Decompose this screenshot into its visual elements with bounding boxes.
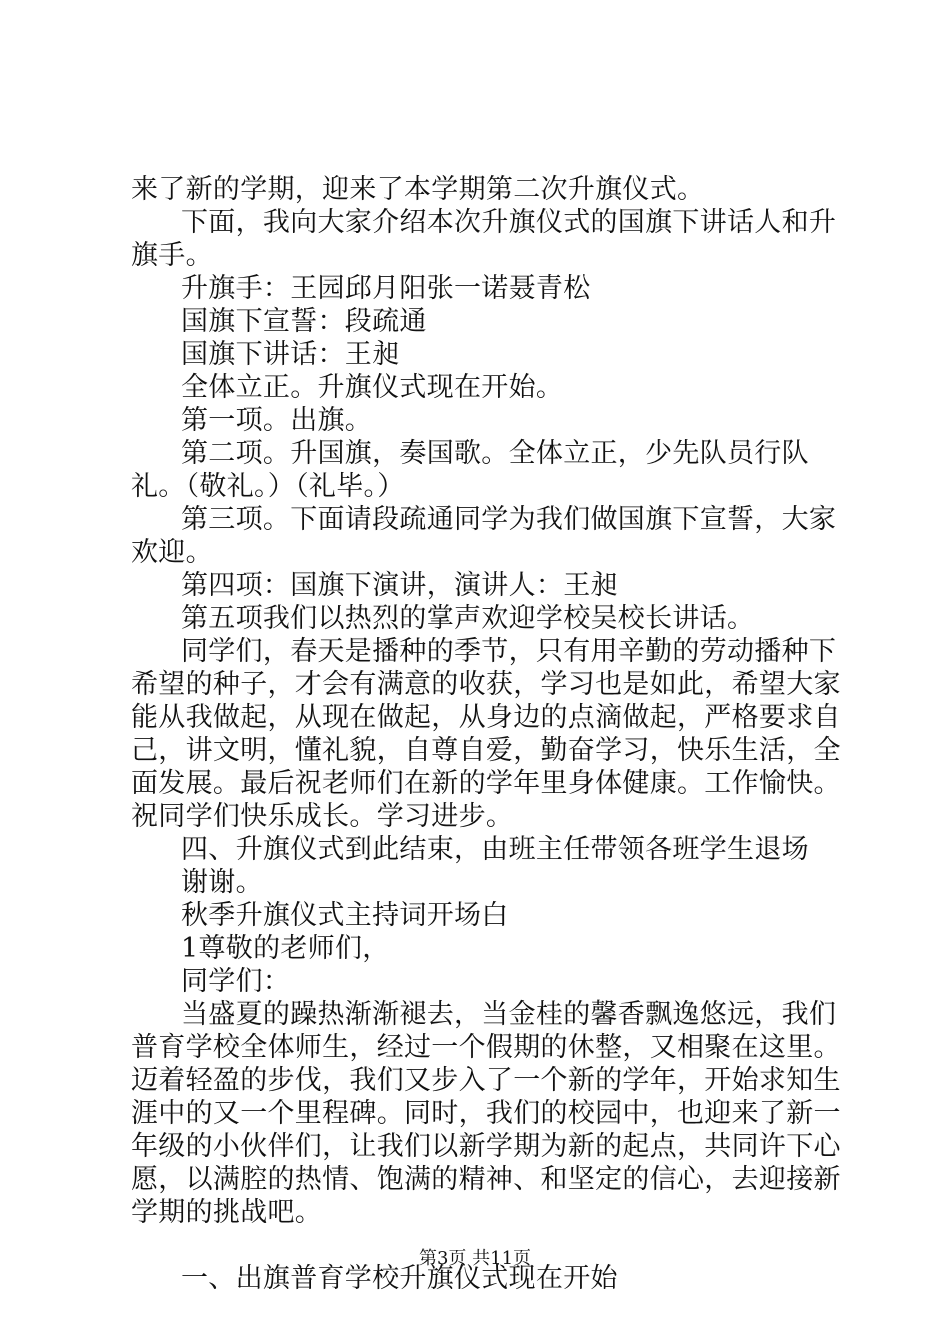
paragraph: 谢谢。 (181, 867, 263, 898)
paragraph: 第四项：国旗下演讲，演讲人：王昶 (181, 570, 618, 601)
paragraph: 升旗手：王园邱月阳张一诺聂青松 (181, 273, 591, 304)
paragraph: 一、出旗普育学校升旗仪式现在开始 (181, 1263, 618, 1294)
paragraph: 四、升旗仪式到此结束，由班主任带领各班学生退场 (181, 834, 809, 865)
paragraph: 第一项。出旗。 (181, 405, 373, 436)
paragraph: 全体立正。升旗仪式现在开始。 (181, 372, 564, 403)
page-number: 第3页 共11页 (418, 1248, 532, 1269)
paragraph: 国旗下讲话：王昶 (181, 339, 400, 370)
paragraph: 第三项。下面请段疏通同学为我们做国旗下宣誓，大家欢迎。 (131, 504, 837, 568)
paragraph: 国旗下宣誓：段疏通 (181, 306, 427, 337)
paragraph: 第五项我们以热烈的掌声欢迎学校吴校长讲话。 (181, 603, 755, 634)
paragraph: 秋季升旗仪式主持词开场白 (181, 900, 509, 931)
paragraph: 第二项。升国旗，奏国歌。全体立正，少先队员行队礼。（敬礼。）（礼毕。） (131, 438, 809, 502)
paragraph: 当盛夏的躁热渐渐褪去，当金桂的馨香飘逸悠远，我们普育学校全体师生，经过一个假期的休整，又相聚在这里。迈着轻盈的步伐，我们又步入了一个新的学年，开始求知生涯中的又一个里程碑。同时，我们的校园中，也迎来了新一年级的小伙伴们，让我们以新学期为新的起点，共同许下心愿，以满腔的热情、饱满的精神、和坚定的信心，去迎接新学期的挑战吧。 (131, 999, 841, 1228)
paragraph: 来了新的学期，迎来了本学期第二次升旗仪式。 (131, 174, 705, 205)
paragraph: 同学们： (181, 966, 291, 997)
paragraph: 1尊敬的老师们， (181, 933, 390, 964)
document-body (131, 173, 846, 1295)
paragraph: 下面，我向大家介绍本次升旗仪式的国旗下讲话人和升旗手。 (131, 207, 837, 271)
page-footer (0, 1244, 950, 1270)
paragraph: 同学们，春天是播种的季节，只有用辛勤的劳动播种下希望的种子，才会有满意的收获，学习也是如此，希望大家能从我做起，从现在做起，从身边的点滴做起，严格要求自己，讲文明，懂礼貌，自尊自爱，勤奋学习，快乐生活，全面发展。最后祝老师们在新的学年里身体健康。工作愉快。祝同学们快乐成长。学习进步。 (131, 636, 841, 832)
